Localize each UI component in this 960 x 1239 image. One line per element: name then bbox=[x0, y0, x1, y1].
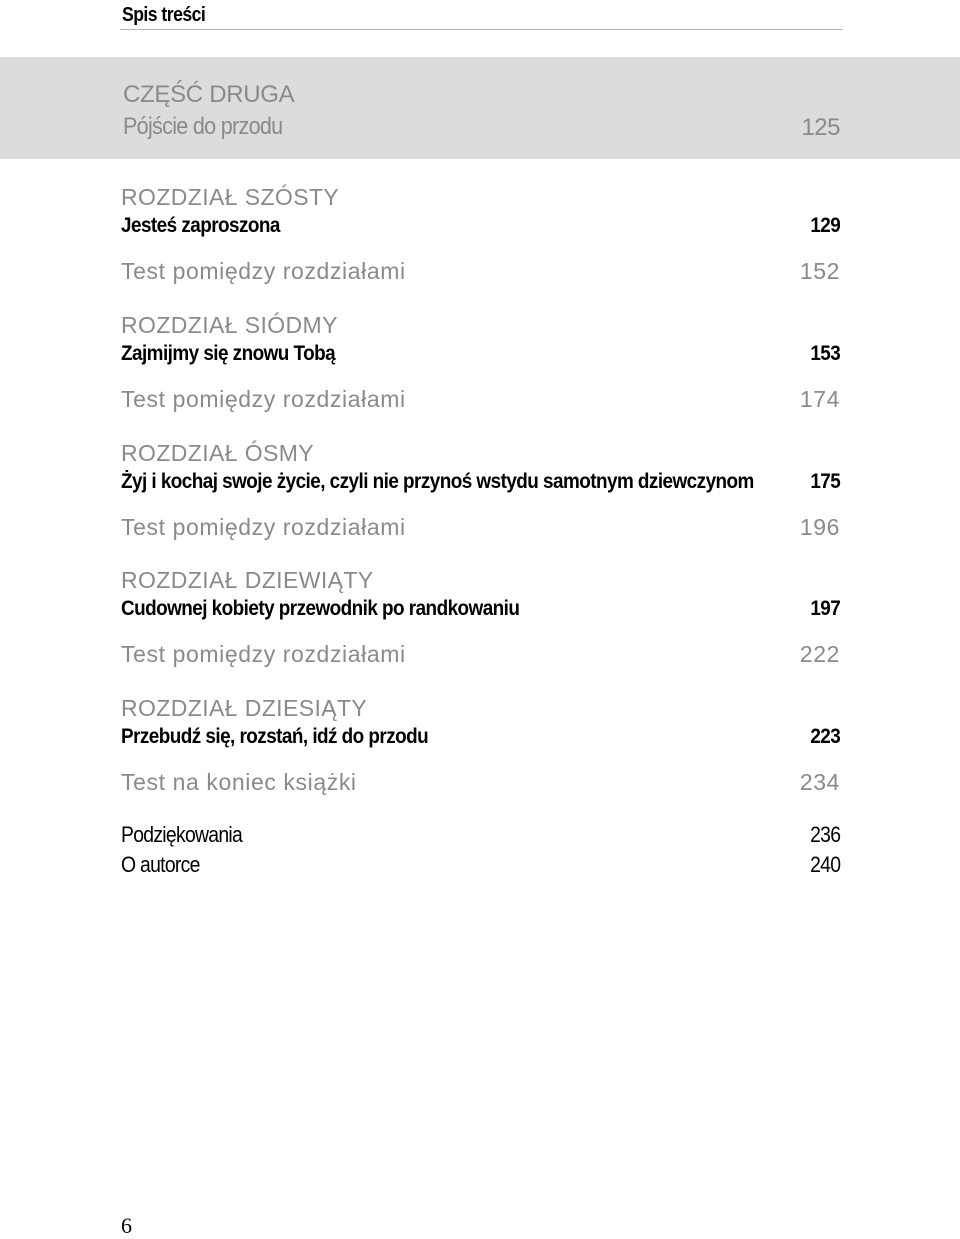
part-page-number: 125 bbox=[801, 114, 840, 141]
chapter-label: ROZDZIAŁ SIÓDMY bbox=[121, 312, 338, 338]
test-title: Test pomiędzy rozdziałami bbox=[121, 514, 406, 540]
toc-entry-chapter-7[interactable] bbox=[121, 342, 840, 370]
test-page-number: 152 bbox=[799, 258, 840, 284]
toc-entry-about-author[interactable] bbox=[121, 852, 840, 880]
toc-entry-chapter-9[interactable] bbox=[121, 597, 840, 625]
test-page-number: 222 bbox=[799, 641, 840, 667]
part-two-band bbox=[0, 57, 960, 159]
chapter-title: Żyj i kochaj swoje życie, czyli nie przynoś wstydu samotnym dziewczynom bbox=[121, 470, 754, 493]
chapter-6-label-line bbox=[121, 184, 840, 212]
toc-entry-chapter-8[interactable] bbox=[121, 470, 840, 498]
running-header-title: Spis treści bbox=[122, 4, 206, 26]
toc-entry-chapter-10[interactable] bbox=[121, 725, 840, 753]
test-page-number: 174 bbox=[799, 386, 840, 412]
chapter-10-label-line bbox=[121, 695, 840, 723]
folio-page-number: 6 bbox=[121, 1213, 132, 1238]
chapter-label: ROZDZIAŁ ÓSMY bbox=[121, 440, 315, 466]
chapter-title: Przebudź się, rozstań, idź do przodu bbox=[121, 725, 429, 748]
chapter-9-label-line bbox=[121, 567, 840, 595]
toc-entry-test-7[interactable] bbox=[121, 386, 840, 414]
part-title: Pójście do przodu bbox=[123, 113, 283, 140]
toc-entry-test-9[interactable] bbox=[121, 641, 840, 669]
chapter-page-number: 197 bbox=[810, 597, 840, 620]
test-title: Test pomiędzy rozdziałami bbox=[121, 258, 406, 284]
chapter-page-number: 223 bbox=[810, 725, 840, 748]
chapter-label: ROZDZIAŁ DZIEWIĄTY bbox=[121, 567, 374, 593]
toc-entry-test-6[interactable] bbox=[121, 258, 840, 286]
back-matter-page-number: 240 bbox=[809, 852, 840, 877]
toc-entry-final-test[interactable] bbox=[121, 769, 840, 797]
toc-entry-chapter-6[interactable] bbox=[121, 214, 840, 242]
running-header bbox=[120, 2, 843, 30]
chapter-page-number: 153 bbox=[810, 342, 840, 365]
test-page-number: 234 bbox=[799, 769, 840, 795]
chapter-label: ROZDZIAŁ SZÓSTY bbox=[121, 184, 340, 210]
chapter-title: Jesteś zaproszona bbox=[121, 214, 280, 237]
back-matter-title: Podziękowania bbox=[121, 822, 243, 847]
test-title: Test pomiędzy rozdziałami bbox=[121, 641, 406, 667]
test-page-number: 196 bbox=[799, 514, 840, 540]
chapter-page-number: 129 bbox=[810, 214, 840, 237]
part-label: CZĘŚĆ DRUGA bbox=[123, 81, 295, 108]
test-title: Test pomiędzy rozdziałami bbox=[121, 386, 406, 412]
chapter-label: ROZDZIAŁ DZIESIĄTY bbox=[121, 695, 368, 721]
chapter-page-number: 175 bbox=[810, 470, 840, 493]
test-title: Test na koniec książki bbox=[121, 769, 357, 795]
chapter-7-label-line bbox=[121, 312, 840, 340]
chapter-title: Zajmijmy się znowu Tobą bbox=[121, 342, 336, 365]
back-matter-title: O autorce bbox=[121, 852, 200, 877]
chapter-title: Cudownej kobiety przewodnik po randkowaniu bbox=[121, 597, 520, 620]
chapter-8-label-line bbox=[121, 440, 840, 468]
toc-entry-acknowledgements[interactable] bbox=[121, 822, 840, 850]
toc-entry-test-8[interactable] bbox=[121, 514, 840, 542]
back-matter-page-number: 236 bbox=[809, 822, 840, 847]
